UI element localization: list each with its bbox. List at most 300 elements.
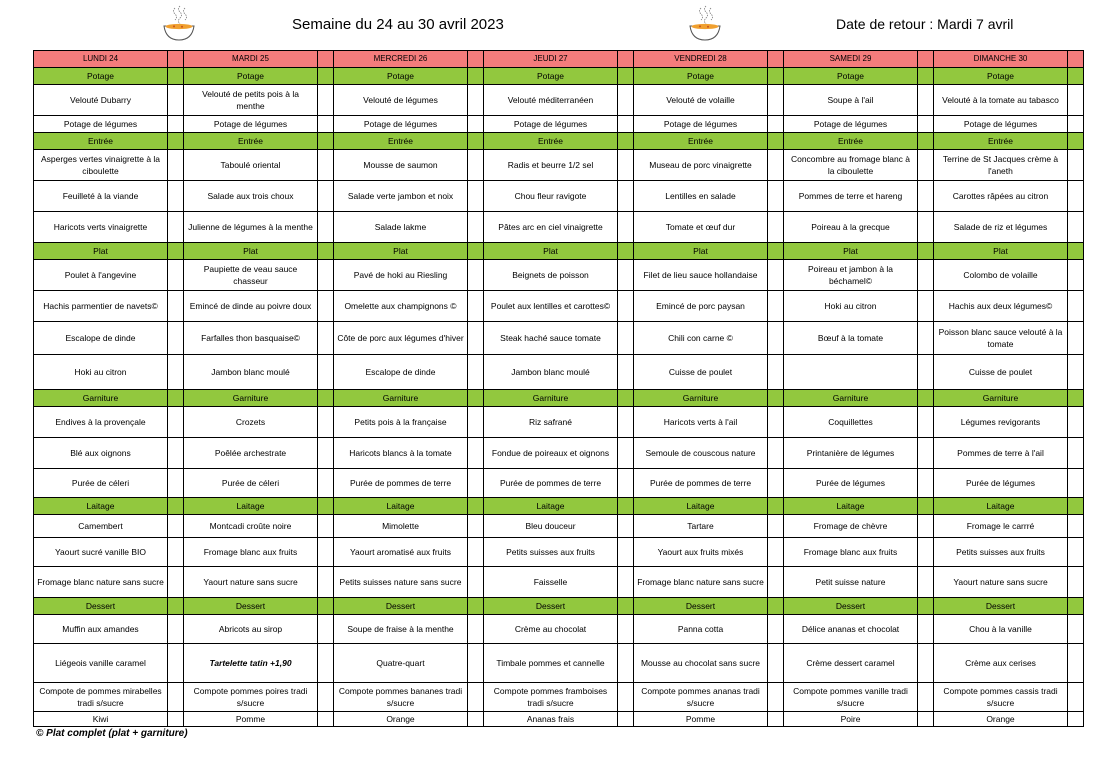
menu-item-spacer (468, 150, 484, 181)
day-header: LUNDI 24 (34, 51, 168, 68)
menu-item: Yaourt nature sans sucre (934, 567, 1068, 598)
menu-item-spacer (468, 116, 484, 133)
menu-item-spacer (1068, 407, 1084, 438)
menu-item-spacer (918, 712, 934, 727)
menu-item-spacer (318, 438, 334, 469)
menu-item-spacer (168, 85, 184, 116)
menu-item: Concombre au fromage blanc à la ciboulette (784, 150, 918, 181)
category-spacer (318, 390, 334, 407)
category-row (34, 68, 1084, 85)
menu-row (34, 260, 1084, 291)
menu-item-spacer (1068, 712, 1084, 727)
category-spacer (918, 133, 934, 150)
menu-item: Petits suisses aux fruits (934, 538, 1068, 567)
menu-row (34, 355, 1084, 390)
menu-item: Potage de légumes (784, 116, 918, 133)
menu-item-spacer (618, 712, 634, 727)
day-header-spacer (168, 51, 184, 68)
menu-item: Velouté de légumes (334, 85, 468, 116)
menu-item-spacer (918, 515, 934, 538)
menu-item-spacer (768, 538, 784, 567)
menu-item-spacer (1068, 469, 1084, 498)
menu-item: Crozets (184, 407, 318, 438)
menu-row (34, 116, 1084, 133)
category-label: Plat (34, 243, 168, 260)
menu-item: Compote pommes cassis tradi s/sucre (934, 683, 1068, 712)
menu-item: Bœuf à la tomate (784, 322, 918, 355)
category-label: Laitage (784, 498, 918, 515)
category-label: Potage (184, 68, 318, 85)
menu-item-spacer (468, 212, 484, 243)
menu-item: Petits suisses nature sans sucre (334, 567, 468, 598)
category-label: Entrée (184, 133, 318, 150)
menu-item-spacer (468, 260, 484, 291)
menu-item: Pavé de hoki au Riesling (334, 260, 468, 291)
menu-item-spacer (618, 469, 634, 498)
menu-item-spacer (1068, 355, 1084, 390)
menu-item-spacer (168, 291, 184, 322)
menu-item: Haricots verts vinaigrette (34, 212, 168, 243)
category-spacer (918, 598, 934, 615)
menu-item: Potage de légumes (934, 116, 1068, 133)
menu-item: Endives à la provençale (34, 407, 168, 438)
menu-item: Mousse au chocolat sans sucre (634, 644, 768, 683)
category-spacer (318, 133, 334, 150)
menu-item-spacer (318, 644, 334, 683)
category-label: Dessert (784, 598, 918, 615)
category-row (34, 598, 1084, 615)
day-header-spacer (768, 51, 784, 68)
menu-item: Hoki au citron (784, 291, 918, 322)
menu-item: Jambon blanc moulé (484, 355, 618, 390)
category-spacer (468, 68, 484, 85)
menu-row (34, 181, 1084, 212)
category-label: Potage (334, 68, 468, 85)
menu-item: Poulet à l'angevine (34, 260, 168, 291)
menu-item: Kiwi (34, 712, 168, 727)
menu-item-spacer (1068, 181, 1084, 212)
menu-item-spacer (168, 181, 184, 212)
menu-item: Potage de légumes (34, 116, 168, 133)
menu-row (34, 712, 1084, 727)
category-spacer (318, 498, 334, 515)
menu-item-spacer (318, 538, 334, 567)
menu-item: Purée de céleri (34, 469, 168, 498)
menu-item-spacer (918, 116, 934, 133)
menu-item: Emincé de dinde au poivre doux (184, 291, 318, 322)
menu-item-spacer (1068, 615, 1084, 644)
category-label: Garniture (334, 390, 468, 407)
menu-item-spacer (918, 615, 934, 644)
menu-item: Purée de légumes (934, 469, 1068, 498)
menu-item: Cuisse de poulet (634, 355, 768, 390)
menu-item: Fromage blanc aux fruits (784, 538, 918, 567)
category-label: Garniture (934, 390, 1068, 407)
menu-item-spacer (168, 438, 184, 469)
menu-item: Julienne de légumes à la menthe (184, 212, 318, 243)
menu-item: Abricots au sirop (184, 615, 318, 644)
category-spacer (468, 498, 484, 515)
menu-item: Beignets de poisson (484, 260, 618, 291)
menu-item-spacer (768, 644, 784, 683)
menu-item: Salade aux trois choux (184, 181, 318, 212)
menu-item-spacer (318, 469, 334, 498)
menu-item: Poire (784, 712, 918, 727)
category-label: Entrée (34, 133, 168, 150)
menu-item: Filet de lieu sauce hollandaise (634, 260, 768, 291)
menu-item-spacer (618, 615, 634, 644)
menu-item-spacer (468, 712, 484, 727)
menu-item-spacer (768, 355, 784, 390)
category-row (34, 390, 1084, 407)
category-label: Garniture (484, 390, 618, 407)
menu-item: Crème aux cerises (934, 644, 1068, 683)
category-spacer (768, 133, 784, 150)
menu-item-spacer (1068, 438, 1084, 469)
category-label: Dessert (484, 598, 618, 615)
menu-item-spacer (618, 291, 634, 322)
menu-item-spacer (468, 85, 484, 116)
day-header: DIMANCHE 30 (934, 51, 1068, 68)
menu-item: Emincé de porc paysan (634, 291, 768, 322)
menu-item: Crème au chocolat (484, 615, 618, 644)
menu-item-spacer (468, 683, 484, 712)
category-spacer (318, 243, 334, 260)
menu-item: Bleu douceur (484, 515, 618, 538)
category-spacer (618, 598, 634, 615)
menu-item-spacer (918, 150, 934, 181)
menu-item-spacer (618, 150, 634, 181)
menu-item-spacer (768, 291, 784, 322)
menu-item: Salade verte jambon et noix (334, 181, 468, 212)
menu-item: Poulet aux lentilles et carottes© (484, 291, 618, 322)
menu-item: Pommes de terre et hareng (784, 181, 918, 212)
category-spacer (768, 390, 784, 407)
menu-item: Petit suisse nature (784, 567, 918, 598)
menu-item-spacer (918, 644, 934, 683)
menu-item-spacer (318, 291, 334, 322)
menu-row (34, 150, 1084, 181)
menu-item: Camembert (34, 515, 168, 538)
menu-item-spacer (918, 322, 934, 355)
menu-item-spacer (618, 181, 634, 212)
menu-row (34, 615, 1084, 644)
menu-item: Purée de légumes (784, 469, 918, 498)
menu-item: Mimolette (334, 515, 468, 538)
menu-item-spacer (318, 181, 334, 212)
menu-item-spacer (168, 615, 184, 644)
menu-item-spacer (768, 515, 784, 538)
menu-item: Purée de céleri (184, 469, 318, 498)
menu-item-spacer (168, 644, 184, 683)
menu-row (34, 85, 1084, 116)
menu-item: Printanière de légumes (784, 438, 918, 469)
menu-item-spacer (468, 322, 484, 355)
menu-item: Légumes revigorants (934, 407, 1068, 438)
menu-item-spacer (318, 407, 334, 438)
menu-item: Semoule de couscous nature (634, 438, 768, 469)
category-spacer (1068, 598, 1084, 615)
menu-item-spacer (768, 116, 784, 133)
category-spacer (1068, 498, 1084, 515)
menu-item: Haricots verts à l'ail (634, 407, 768, 438)
menu-item-spacer (618, 260, 634, 291)
menu-item-spacer (918, 407, 934, 438)
menu-item-spacer (168, 407, 184, 438)
menu-item-spacer (918, 438, 934, 469)
category-label: Potage (34, 68, 168, 85)
menu-item: Velouté Dubarry (34, 85, 168, 116)
menu-item: Fromage le carrré (934, 515, 1068, 538)
menu-item: Chou à la vanille (934, 615, 1068, 644)
menu-item-spacer (318, 567, 334, 598)
menu-item-spacer (618, 116, 634, 133)
menu-item: Salade lakme (334, 212, 468, 243)
menu-item: Riz safrané (484, 407, 618, 438)
menu-item-spacer (768, 150, 784, 181)
menu-item-spacer (1068, 212, 1084, 243)
menu-item: Haricots blancs à la tomate (334, 438, 468, 469)
menu-item-spacer (168, 567, 184, 598)
category-spacer (468, 243, 484, 260)
menu-item-spacer (1068, 515, 1084, 538)
menu-item: Yaourt nature sans sucre (184, 567, 318, 598)
menu-table (33, 50, 1084, 727)
menu-item: Potage de légumes (184, 116, 318, 133)
category-spacer (618, 68, 634, 85)
menu-item: Liégeois vanille caramel (34, 644, 168, 683)
menu-item-spacer (768, 85, 784, 116)
category-label: Plat (634, 243, 768, 260)
day-header: VENDREDI 28 (634, 51, 768, 68)
menu-row (34, 291, 1084, 322)
menu-item: Délice ananas et chocolat (784, 615, 918, 644)
menu-item: Velouté à la tomate au tabasco (934, 85, 1068, 116)
menu-row (34, 644, 1084, 683)
category-spacer (168, 133, 184, 150)
day-header: JEUDI 27 (484, 51, 618, 68)
menu-item: Hachis aux deux légumes© (934, 291, 1068, 322)
menu-item: Soupe de fraise à la menthe (334, 615, 468, 644)
category-spacer (468, 598, 484, 615)
menu-item-spacer (768, 683, 784, 712)
menu-item-spacer (1068, 85, 1084, 116)
menu-item-spacer (168, 212, 184, 243)
category-label: Dessert (184, 598, 318, 615)
category-row (34, 243, 1084, 260)
menu-row (34, 683, 1084, 712)
category-label: Entrée (334, 133, 468, 150)
day-header-spacer (618, 51, 634, 68)
category-label: Laitage (934, 498, 1068, 515)
category-label: Laitage (484, 498, 618, 515)
menu-item: Tartelette tatin +1,90 (184, 644, 318, 683)
menu-item-spacer (918, 469, 934, 498)
category-spacer (318, 598, 334, 615)
category-label: Laitage (634, 498, 768, 515)
menu-item-spacer (468, 615, 484, 644)
menu-item-spacer (768, 212, 784, 243)
menu-row (34, 212, 1084, 243)
menu-item: Chili con carne © (634, 322, 768, 355)
category-label: Garniture (784, 390, 918, 407)
category-spacer (1068, 133, 1084, 150)
category-spacer (768, 243, 784, 260)
menu-item: Purée de pommes de terre (334, 469, 468, 498)
menu-item: Taboulé oriental (184, 150, 318, 181)
category-label: Entrée (634, 133, 768, 150)
category-label: Laitage (34, 498, 168, 515)
menu-item: Potage de légumes (334, 116, 468, 133)
menu-item-spacer (168, 260, 184, 291)
menu-item: Fromage blanc nature sans sucre (634, 567, 768, 598)
menu-item-spacer (918, 260, 934, 291)
page-header (0, 0, 1108, 50)
menu-item: Yaourt aromatisé aux fruits (334, 538, 468, 567)
menu-item: Velouté de petits pois à la menthe (184, 85, 318, 116)
menu-item-spacer (1068, 150, 1084, 181)
menu-item-spacer (918, 355, 934, 390)
menu-item-spacer (318, 615, 334, 644)
menu-item: Radis et beurre 1/2 sel (484, 150, 618, 181)
category-label: Plat (784, 243, 918, 260)
menu-item: Petits suisses aux fruits (484, 538, 618, 567)
menu-item: Fromage blanc aux fruits (184, 538, 318, 567)
menu-item: Velouté de volaille (634, 85, 768, 116)
menu-item-spacer (468, 407, 484, 438)
menu-item: Orange (334, 712, 468, 727)
menu-item-spacer (618, 644, 634, 683)
category-spacer (318, 68, 334, 85)
menu-item-spacer (768, 615, 784, 644)
category-label: Potage (784, 68, 918, 85)
menu-item: Poireau à la grecque (784, 212, 918, 243)
menu-item: Omelette aux champignons © (334, 291, 468, 322)
menu-item-spacer (168, 322, 184, 355)
menu-item-spacer (618, 85, 634, 116)
category-spacer (918, 498, 934, 515)
category-row (34, 133, 1084, 150)
menu-item: Tartare (634, 515, 768, 538)
category-label: Dessert (934, 598, 1068, 615)
day-header: MERCREDI 26 (334, 51, 468, 68)
menu-item-spacer (618, 538, 634, 567)
menu-item-spacer (318, 85, 334, 116)
menu-item: Blé aux oignons (34, 438, 168, 469)
category-label: Dessert (34, 598, 168, 615)
menu-item-spacer (768, 469, 784, 498)
menu-item: Ananas frais (484, 712, 618, 727)
menu-item-spacer (468, 355, 484, 390)
category-label: Plat (184, 243, 318, 260)
menu-item-spacer (918, 291, 934, 322)
menu-item-spacer (1068, 322, 1084, 355)
menu-item: Lentilles en salade (634, 181, 768, 212)
menu-item: Soupe à l'ail (784, 85, 918, 116)
menu-item-spacer (1068, 644, 1084, 683)
category-label: Plat (934, 243, 1068, 260)
menu-item: Pomme (634, 712, 768, 727)
menu-item-spacer (918, 212, 934, 243)
menu-item: Fromage de chèvre (784, 515, 918, 538)
menu-item: Orange (934, 712, 1068, 727)
menu-item-spacer (768, 181, 784, 212)
category-label: Entrée (934, 133, 1068, 150)
menu-item: Montcadi croûte noire (184, 515, 318, 538)
day-header-spacer (918, 51, 934, 68)
menu-item-spacer (468, 291, 484, 322)
menu-item: Muffin aux amandes (34, 615, 168, 644)
menu-item: Paupiette de veau sauce chasseur (184, 260, 318, 291)
menu-row (34, 538, 1084, 567)
category-spacer (768, 68, 784, 85)
menu-row (34, 515, 1084, 538)
menu-item-spacer (168, 116, 184, 133)
menu-item-spacer (168, 683, 184, 712)
category-spacer (168, 243, 184, 260)
menu-item: Coquillettes (784, 407, 918, 438)
menu-item: Purée de pommes de terre (634, 469, 768, 498)
category-spacer (468, 390, 484, 407)
day-header-spacer (468, 51, 484, 68)
menu-item: Colombo de volaille (934, 260, 1068, 291)
menu-item-spacer (918, 181, 934, 212)
menu-item: Compote de pommes mirabelles tradi s/sucre (34, 683, 168, 712)
menu-item-spacer (468, 515, 484, 538)
menu-item-spacer (468, 567, 484, 598)
menu-item: Farfalles thon basquaise© (184, 322, 318, 355)
menu-item: Terrine de St Jacques crème à l'aneth (934, 150, 1068, 181)
menu-item-spacer (618, 355, 634, 390)
menu-item: Carottes râpées au citron (934, 181, 1068, 212)
category-label: Potage (484, 68, 618, 85)
category-spacer (168, 498, 184, 515)
menu-item-spacer (618, 407, 634, 438)
menu-item-spacer (618, 438, 634, 469)
category-spacer (1068, 390, 1084, 407)
menu-item-spacer (618, 515, 634, 538)
menu-item-spacer (768, 567, 784, 598)
return-date: Date de retour : Mardi 7 avril (836, 16, 1014, 32)
menu-item-spacer (318, 712, 334, 727)
menu-item: Panna cotta (634, 615, 768, 644)
category-label: Laitage (184, 498, 318, 515)
menu-item: Compote pommes vanille tradi s/sucre (784, 683, 918, 712)
menu-item-spacer (1068, 567, 1084, 598)
menu-item: Hoki au citron (34, 355, 168, 390)
day-header: SAMEDI 29 (784, 51, 918, 68)
menu-item-spacer (1068, 683, 1084, 712)
category-label: Dessert (334, 598, 468, 615)
menu-item-spacer (168, 712, 184, 727)
menu-item: Poireau et jambon à la béchamel© (784, 260, 918, 291)
menu-item-spacer (918, 538, 934, 567)
menu-row (34, 322, 1084, 355)
category-spacer (918, 68, 934, 85)
menu-item: Fromage blanc nature sans sucre (34, 567, 168, 598)
menu-item: Quatre-quart (334, 644, 468, 683)
menu-item-spacer (1068, 291, 1084, 322)
menu-item: Escalope de dinde (334, 355, 468, 390)
menu-item: Compote pommes framboises tradi s/sucre (484, 683, 618, 712)
menu-item-spacer (768, 438, 784, 469)
category-label: Garniture (634, 390, 768, 407)
menu-item-spacer (318, 515, 334, 538)
category-label: Laitage (334, 498, 468, 515)
menu-row (34, 438, 1084, 469)
category-label: Potage (634, 68, 768, 85)
category-label: Garniture (34, 390, 168, 407)
